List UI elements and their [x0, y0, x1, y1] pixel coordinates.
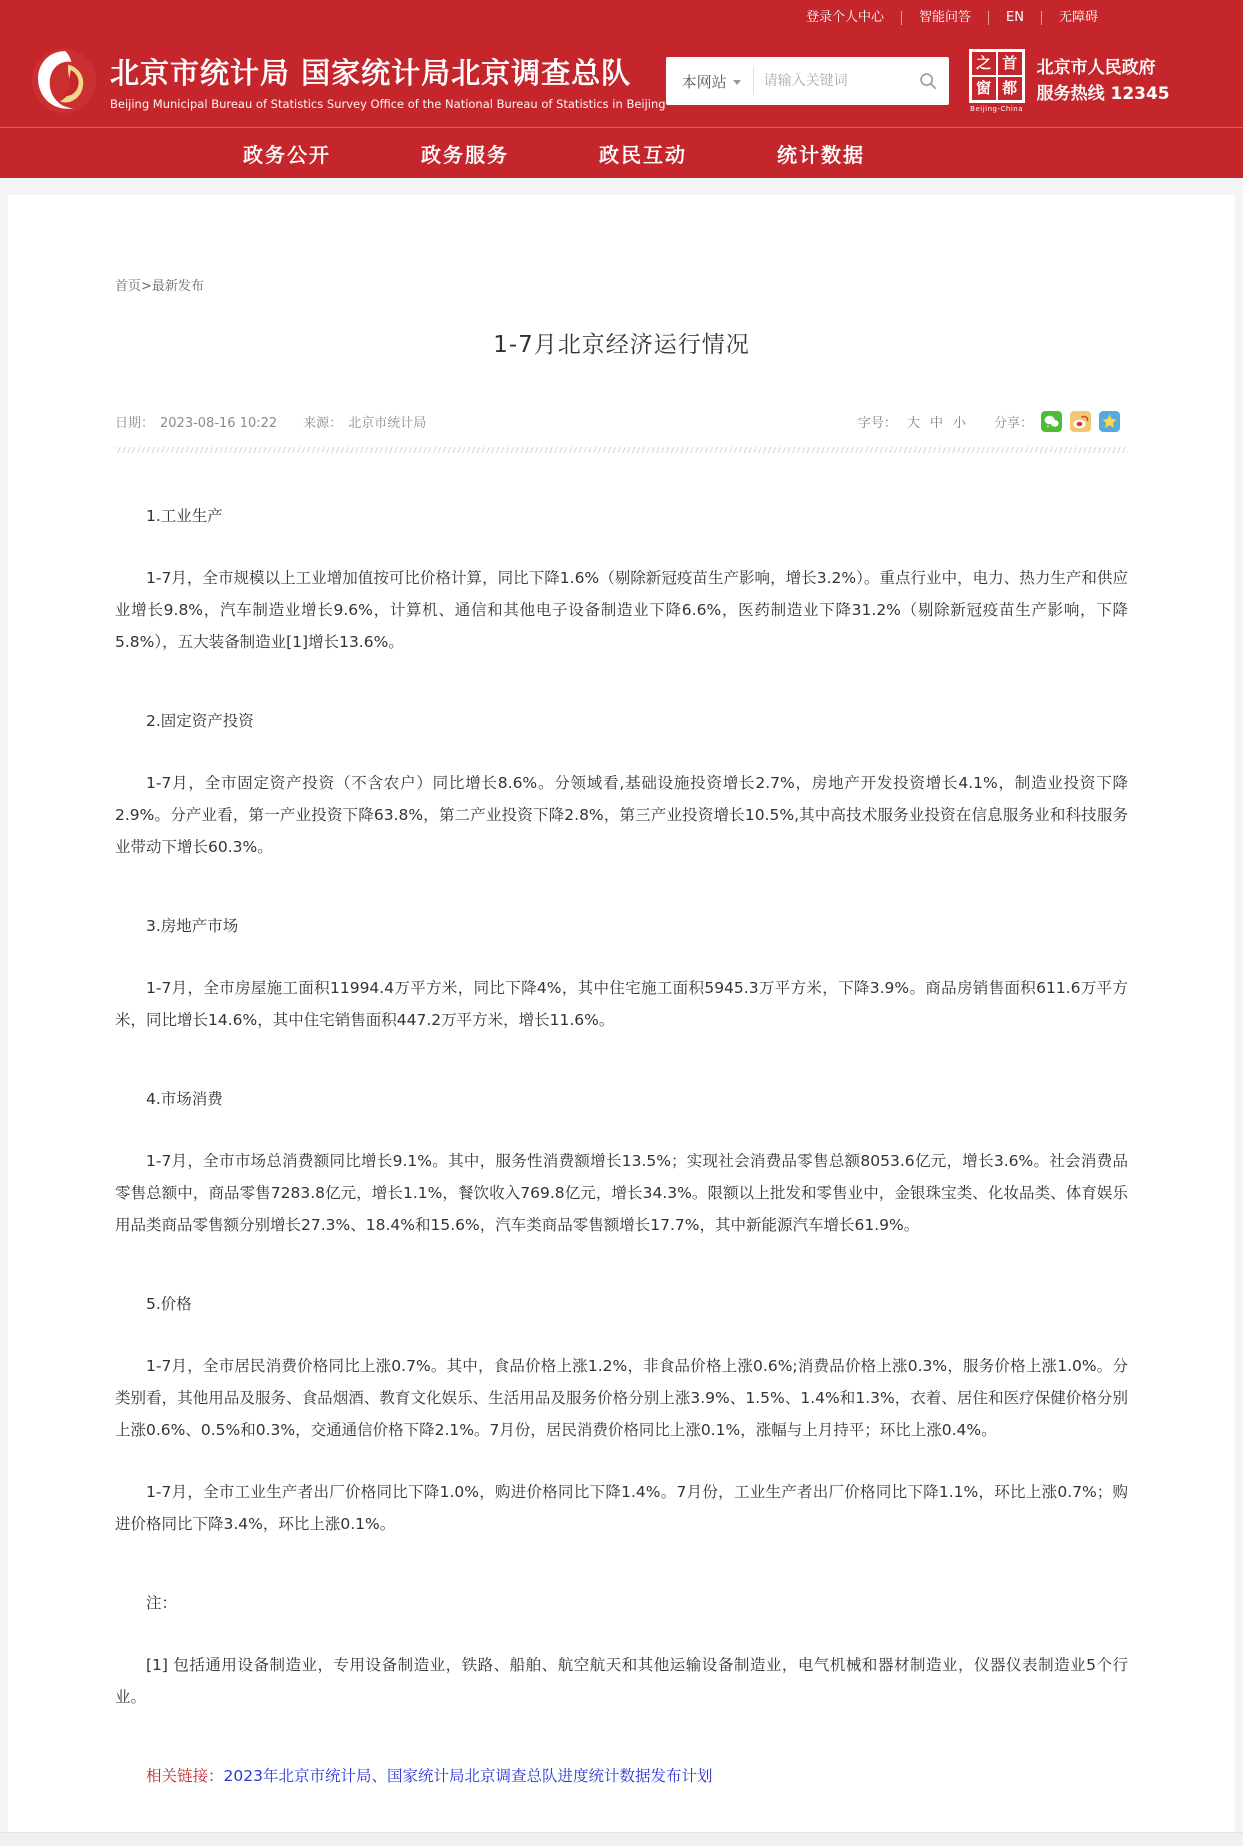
footnote-paragraph: [1] 包括通用设备制造业，专用设备制造业，铁路、船舶、航空航天和其他运输设备制造业，电气机械和器材制造业，仪器仪表制造业5个行业。 [115, 1656, 1128, 1706]
topbar [0, 0, 1243, 35]
section-heading-real-estate: 3.房地产市场 [146, 917, 239, 935]
section-paragraph: 1-7月，全市居民消费价格同比上涨0.7%。其中，食品价格上涨1.2%，非食品价格上涨0.6%;消费品价格上涨0.3%，服务价格上涨1.0%。分类别看，其他用品及服务、食品烟酒、教育文化娱乐、生活用品及服务价格分别上涨3.9%、1.5%、1.4%和1.3%，衣着、居住和医疗保健价格分别上涨0.6%、0.5%和0.3%，交通通信价格下降2.1%。7月份，居民消费价格同比上涨0.1%，涨幅与上月持平；环比上涨0.4%。 [115, 1357, 1128, 1439]
topbar-link-smart-qa[interactable]: 智能问答 [901, 11, 988, 25]
qzone-share-icon[interactable] [1099, 411, 1120, 432]
gov-logo-char: 都 [997, 76, 1023, 101]
weibo-share-icon[interactable] [1070, 411, 1091, 432]
fontsize-label: 字号： [857, 416, 897, 431]
site-title-block [110, 51, 666, 111]
article-meta-left [115, 412, 432, 431]
wechat-share-icon[interactable] [1041, 411, 1062, 432]
article-meta-right [858, 411, 1128, 432]
section-paragraph: 1-7月，全市固定资产投资（不含农户）同比增长8.6%。分领域看,基础设施投资增长2.7%，房地产开发投资增长4.1%，制造业投资下降2.9%。分产业看，第一产业投资下降63.8%，第二产业投资下降2.8%，第三产业投资增长10.5%,其中高技术服务业投资在信息服务业和科技服务业带动下增长60.3%。 [115, 774, 1128, 856]
share-label: 分享： [993, 416, 1033, 431]
main-nav [0, 127, 1243, 178]
article-meta-row [115, 411, 1128, 432]
related-link[interactable]: 2023年北京市统计局、国家统计局北京调查总队进度统计数据发布计划 [223, 1767, 713, 1785]
search-button[interactable] [919, 72, 937, 90]
search-input[interactable] [754, 73, 919, 89]
nav-item-public-interaction[interactable]: 政民互动 [599, 142, 687, 167]
note-label: 注： [146, 1594, 178, 1612]
section-heading-industry: 1.工业生产 [146, 507, 223, 525]
related-links-row [115, 1760, 1128, 1792]
capital-window-logo [969, 49, 1025, 103]
site-header [0, 35, 1243, 127]
site-logo-link[interactable] [30, 47, 98, 115]
search-scope-label: 本网站 [681, 72, 727, 91]
topbar-link-login[interactable]: 登录个人中心 [806, 9, 885, 25]
hotline-line2: 服务热线 12345 [1036, 84, 1170, 104]
search-box [666, 57, 949, 105]
page-background [0, 178, 1243, 1832]
search-icon [919, 72, 937, 90]
source-value: 北京市统计局 [348, 416, 427, 431]
hotline-line1: 北京市人民政府 [1036, 57, 1156, 78]
nav-item-government-affairs[interactable]: 政务公开 [243, 142, 331, 167]
site-subtitle: Beijing Municipal Bureau of Statistics Survey Office of the National Bureau of Statistics in Beijing [110, 97, 666, 111]
section-paragraph: 1-7月，全市规模以上工业增加值按可比价格计算，同比下降1.6%（剔除新冠疫苗生产影响，增长3.2%）。重点行业中，电力、热力生产和供应业增长9.8%，汽车制造业增长9.6%，计算机、通信和其他电子设备制造业下降6.6%，医药制造业下降31.2%（剔除新冠疫苗生产影响，下降5.8%），五大装备制造业[1]增长13.6%。 [115, 569, 1128, 651]
nav-item-government-services[interactable]: 政务服务 [421, 142, 509, 167]
gov-logo-char: 首 [997, 51, 1023, 76]
site-title: 北京市统计局 国家统计局北京调查总队 [110, 56, 632, 90]
fontsize-large-button[interactable]: 大 [906, 416, 920, 431]
breadcrumb [115, 275, 1128, 294]
gov-logo-char: 之 [971, 51, 997, 76]
search-scope-dropdown[interactable] [666, 71, 753, 92]
fontsize-medium-button[interactable]: 中 [929, 416, 943, 431]
section-paragraph: 1-7月，全市市场总消费额同比增长9.1%。其中，服务性消费额增长13.5%；实现社会消费品零售总额8053.6亿元，增长3.6%。社会消费品零售总额中，商品零售7283.8亿元，增长1.1%，餐饮收入769.8亿元，增长34.3%。限额以上批发和零售业中，金银珠宝类、化妆品类、体育娱乐用品类商品零售额分别增长27.3%、18.4%和15.6%，汽车类商品零售额增长17.7%，其中新能源汽车增长61.9%。 [115, 1152, 1128, 1234]
gov-logo-char: 窗 [971, 76, 997, 101]
fontsize-small-button[interactable]: 小 [952, 416, 966, 431]
breadcrumb-separator: > [141, 279, 152, 294]
date-label: 日期： [115, 416, 155, 431]
source-label: 来源： [303, 416, 343, 431]
section-paragraph: 1-7月，全市工业生产者出厂价格同比下降1.0%，购进价格同比下降1.4%。7月份，工业生产者出厂价格同比下降1.1%，环比上涨0.7%；购进价格同比下降3.4%，环比上涨0.1%。 [115, 1483, 1128, 1533]
capital-window-logo-link[interactable] [969, 49, 1025, 113]
nav-item-statistics-data[interactable]: 统计数据 [777, 142, 865, 167]
article-title: 1-7月北京经济运行情况 [493, 332, 750, 358]
hotline-block [1037, 55, 1170, 108]
chevron-down-icon [733, 80, 741, 85]
section-paragraph: 1-7月，全市房屋施工面积11994.4万平方米，同比下降4%，其中住宅施工面积5945.3万平方米，下降3.9%。商品房销售面积611.6万平方米，同比增长14.6%，其中住宅销售面积447.2万平方米，增长11.6%。 [115, 979, 1128, 1029]
date-value: 2023-08-16 10:22 [160, 416, 278, 431]
breadcrumb-home-link[interactable]: 首页 [115, 279, 142, 294]
related-links-label: 相关链接： [146, 1767, 224, 1785]
section-heading-consumption: 4.市场消费 [146, 1090, 223, 1108]
topbar-link-accessibility[interactable]: 无障碍 [1041, 11, 1115, 25]
breadcrumb-current-link[interactable]: 最新发布 [151, 279, 204, 294]
bureau-logo-icon [30, 47, 98, 115]
footer-strip [0, 1832, 1243, 1846]
section-heading-prices: 5.价格 [146, 1295, 192, 1313]
content-card [8, 195, 1235, 1832]
article-body [115, 500, 1128, 1792]
topbar-link-english[interactable]: EN [988, 11, 1041, 25]
hatched-divider [115, 447, 1128, 453]
gov-logo-caption: Beijing-China [970, 105, 1023, 113]
section-heading-fixed-investment: 2.固定资产投资 [146, 712, 254, 730]
